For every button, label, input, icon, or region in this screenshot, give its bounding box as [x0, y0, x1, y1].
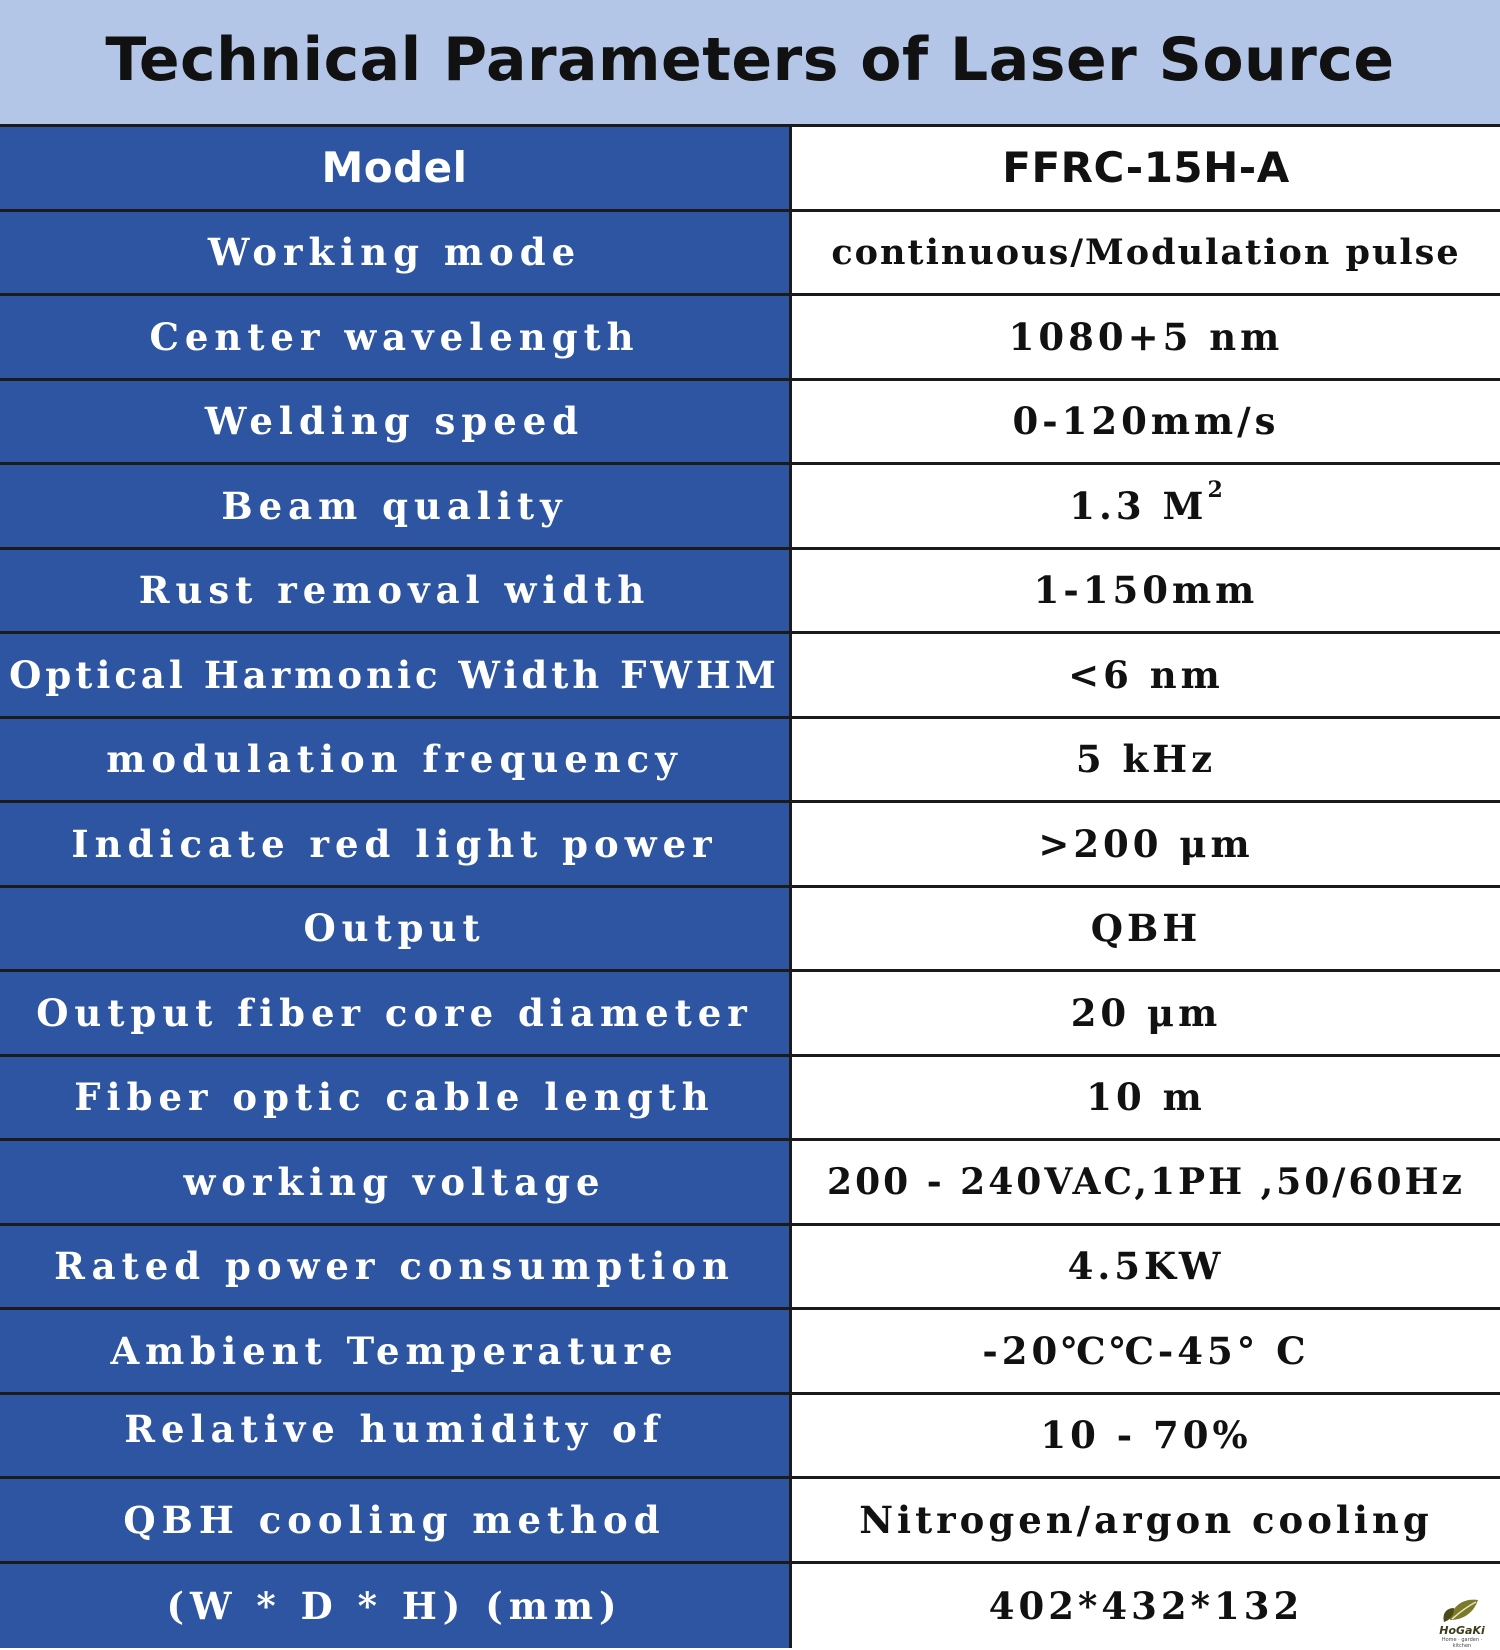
- table-row-model: [0, 127, 1500, 212]
- row-value: 20 μm: [792, 972, 1500, 1054]
- brand-name: HoGaKi: [1439, 1624, 1485, 1637]
- title-bar: [0, 0, 1500, 127]
- row-value: <6 nm: [792, 634, 1500, 716]
- row-label: Fiber optic cable length: [0, 1057, 792, 1139]
- row-label: Relative humidity of: [0, 1395, 792, 1477]
- row-value: Nitrogen/argon cooling: [792, 1479, 1500, 1561]
- brand-tagline: Home · garden · kitchen: [1441, 1637, 1483, 1649]
- row-label: Model: [0, 127, 792, 209]
- page-title: Technical Parameters of Laser Source: [105, 25, 1395, 95]
- table-row-modulation-frequency: [0, 719, 1500, 804]
- row-value: 200 - 240VAC,1PH ,50/60Hz: [792, 1141, 1500, 1223]
- table-row-dimensions: [0, 1564, 1500, 1649]
- row-value: 5 kHz: [792, 719, 1500, 801]
- row-value: 10 m: [792, 1057, 1500, 1139]
- row-label: Center wavelength: [0, 296, 792, 378]
- table-row-fiber-core-diameter: [0, 972, 1500, 1057]
- row-value: -20℃℃-45° C: [792, 1310, 1500, 1392]
- table-row-output: [0, 888, 1500, 973]
- row-label: Optical Harmonic Width FWHM: [0, 634, 792, 716]
- table-row-qbh-cooling: [0, 1479, 1500, 1564]
- row-label: Output: [0, 888, 792, 970]
- row-label: Working mode: [0, 212, 792, 294]
- row-label: Indicate red light power: [0, 803, 792, 885]
- table-row-ambient-temperature: [0, 1310, 1500, 1395]
- row-label: (W * D * H) (mm): [0, 1564, 792, 1649]
- leaf-icon: [1432, 1590, 1492, 1626]
- table-row-cable-length: [0, 1057, 1500, 1142]
- row-label: Rated power consumption: [0, 1226, 792, 1308]
- row-label: Ambient Temperature: [0, 1310, 792, 1392]
- table-row-center-wavelength: [0, 296, 1500, 381]
- row-value: QBH: [792, 888, 1500, 970]
- row-label: Beam quality: [0, 465, 792, 547]
- row-value: [792, 465, 1500, 547]
- table-row-working-mode: [0, 212, 1500, 297]
- table-row-rated-power: [0, 1226, 1500, 1311]
- row-value: 1-150mm: [792, 550, 1500, 632]
- row-label: Welding speed: [0, 381, 792, 463]
- row-value: 1080+5 nm: [792, 296, 1500, 378]
- row-value: 0-120mm/s: [792, 381, 1500, 463]
- table-row-working-voltage: [0, 1141, 1500, 1226]
- beam-quality-value: 1.3 M: [1069, 483, 1208, 528]
- row-label: working voltage: [0, 1141, 792, 1223]
- row-label: modulation frequency: [0, 719, 792, 801]
- table-row-red-light-power: [0, 803, 1500, 888]
- row-label: Rust removal width: [0, 550, 792, 632]
- row-value: 4.5KW: [792, 1226, 1500, 1308]
- table-row-relative-humidity: [0, 1395, 1500, 1480]
- row-label: Output fiber core diameter: [0, 972, 792, 1054]
- table-row-rust-removal-width: [0, 550, 1500, 635]
- row-value: FFRC-15H-A: [792, 127, 1500, 209]
- beam-quality-superscript: 2: [1207, 476, 1223, 503]
- row-value: >200 μm: [792, 803, 1500, 885]
- row-label: QBH cooling method: [0, 1479, 792, 1561]
- brand-logo: [1432, 1590, 1492, 1649]
- row-value: continuous/Modulation pulse: [792, 212, 1500, 294]
- row-value: 402*432*132: [792, 1564, 1500, 1649]
- spec-table: [0, 127, 1500, 1648]
- table-row-welding-speed: [0, 381, 1500, 466]
- table-row-optical-harmonic-width: [0, 634, 1500, 719]
- table-row-beam-quality: [0, 465, 1500, 550]
- row-value: 10 - 70%: [792, 1395, 1500, 1477]
